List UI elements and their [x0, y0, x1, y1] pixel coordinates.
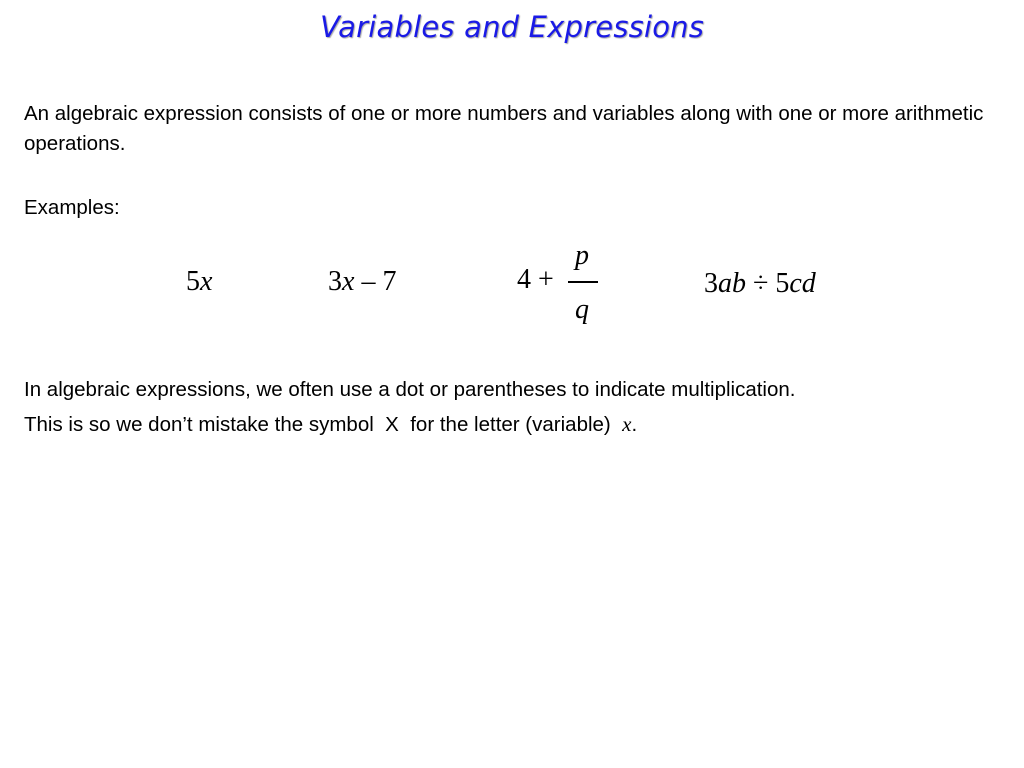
note-line-2-period: . — [631, 413, 638, 436]
example-div-op: ÷ — [746, 268, 776, 299]
example-div-vars2: cd — [789, 268, 816, 299]
example-3x-op: – — [354, 266, 383, 297]
note-line-2 — [24, 407, 1014, 442]
example-3ab-div-5cd — [704, 270, 816, 298]
example-frac-whole: 4 — [517, 264, 531, 295]
example-5x-var: x — [200, 266, 213, 297]
fraction-numerator: p — [575, 240, 589, 271]
note-variable-x: x — [622, 412, 632, 436]
example-3x-coef: 3 — [328, 266, 342, 297]
multiplication-note — [24, 373, 1014, 442]
example-3x-var: x — [342, 266, 355, 297]
example-5x-coef: 5 — [186, 266, 200, 297]
note-line-2-text: This is so we don’t mistake the symbol X for the letter (variable) — [24, 413, 623, 436]
example-div-vars1: ab — [718, 268, 746, 299]
example-3x-minus-7 — [328, 268, 396, 296]
fraction-denominator: q — [575, 294, 589, 325]
example-3x-const: 7 — [382, 266, 397, 297]
note-line-1: In algebraic expressions, we often use a dot or parentheses to indicate multiplication. — [24, 378, 796, 401]
intro-paragraph: An algebraic expression consists of one or more numbers and variables along with one or more arithmetic operations. — [24, 102, 984, 155]
fraction-bar — [568, 281, 598, 283]
example-frac-op: + — [531, 264, 561, 295]
example-div-coef2: 5 — [775, 268, 790, 299]
slide-title: Variables and Expressions — [319, 10, 705, 44]
example-5x — [186, 268, 212, 296]
example-div-coef1: 3 — [704, 268, 718, 299]
examples-label: Examples: — [24, 196, 120, 219]
